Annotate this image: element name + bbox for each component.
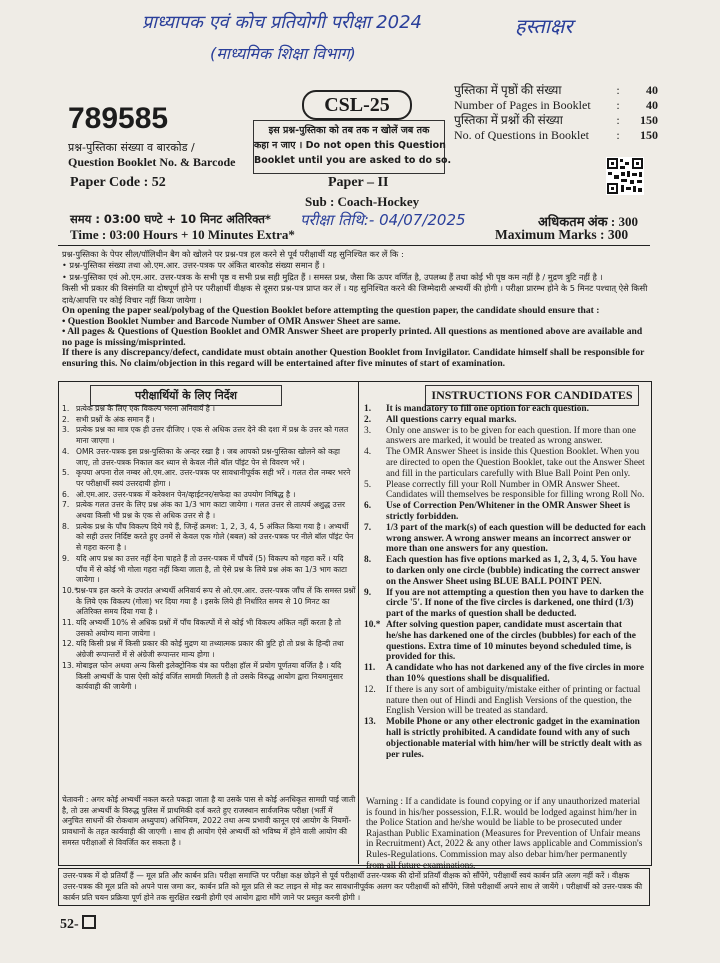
item-number: 4. [62, 446, 70, 456]
list-item [62, 490, 356, 501]
item-number: 2. [62, 414, 70, 424]
item-number: 9. [62, 553, 70, 563]
item-number: 10.* [62, 585, 78, 595]
hindi-instructions-title: परीक्षार्थियों के लिए निर्देश [90, 385, 282, 406]
intro-en-bullet-2: • All pages & Questions of Question Booklet and OMR Answer Sheet are properly printed. All questions as mentioned above are available and no page is missing/misprinted. [62, 326, 643, 348]
item-text: Use of Correction Pen/Whitener in the OMR Answer Sheet is strictly forbidden. [386, 501, 630, 522]
item-text: यदि अभ्यर्थी 10% से अधिक प्रश्नों में पाँच विकल्पों में से कोई भी विकल्प अंकित नहीं करता है तो उसको अयोग्य माना जायेगा । [76, 618, 341, 638]
handwritten-exam-title: प्राध्यापक एवं कोच प्रतियोगी परीक्षा 2024 [142, 12, 422, 33]
list-item [364, 588, 646, 620]
list-item [364, 663, 646, 685]
info-label: No. of Questions in Booklet [454, 128, 589, 142]
do-not-open-warning [253, 120, 452, 174]
info-row-questions-en: No. of Questions in Booklet : 150 [454, 128, 658, 142]
info-value: 150 [640, 128, 658, 142]
list-item [62, 661, 356, 693]
square-icon [82, 915, 96, 929]
intro-en-bullet-3: If there is any discrepancy/defect, candidate must obtain another Question Booklet from Invigilator. Candidate himself shall be responsible for ensuring this. No claim/objection in this regard will be entertained after five minutes of start of examination. [62, 347, 645, 369]
list-item [364, 480, 646, 502]
paper-number: Paper – II [328, 175, 389, 190]
item-text: यदि किसी प्रश्न में किसी प्रकार की कोई मुद्रण या तथ्यात्मक प्रकार की त्रुटि हो तो प्रश्न के हिन्दी तथा अंग्रेजी रूपान्तरों में से अंग्रेजी रूपान्तर मान्य होगा । [76, 639, 344, 660]
item-text: A candidate who has not darkened any of the five circles in more than 10% questions shall be disqualified. [386, 663, 644, 684]
handwritten-department: (माध्यमिक शिक्षा विभाग) [210, 44, 356, 63]
item-text: ओ.एम.आर. उत्तर-पत्रक में करेक्शन पेन/व्हाईटनर/सफेदा का उपयोग निषिद्ध है । [76, 489, 296, 499]
list-item [364, 717, 646, 760]
list-item [364, 426, 646, 448]
column-divider [358, 381, 359, 864]
subject: Sub : Coach-Hockey [305, 194, 420, 209]
list-item [62, 468, 356, 489]
page-code-text: 52- [60, 917, 79, 932]
list-item [364, 555, 646, 587]
info-value: 40 [646, 83, 658, 97]
list-item [364, 447, 646, 479]
item-number: 10.* [364, 619, 381, 630]
booklet-number: 789585 [68, 102, 169, 135]
item-number: 2. [364, 414, 372, 425]
info-label: पुस्तिका में पृष्ठों की संख्या [454, 83, 562, 97]
item-text: प्रत्येक प्रश्न का मात्र एक ही उत्तर दीजिए । एक से अधिक उत्तर देने की दशा में प्रश्न के उत्तर को गलत माना जाएगा । [76, 425, 349, 446]
hindi-instructions-list [62, 404, 356, 693]
item-number: 7. [364, 522, 372, 533]
time-hindi: समय : 03:00 घण्टे + 10 मिनट अतिरिक्त* [70, 212, 271, 226]
info-row-pages-hi: पुस्तिका में पृष्ठों की संख्या : 40 [454, 83, 658, 97]
item-text: सभी प्रश्नों के अंक समान हैं । [76, 414, 155, 424]
item-number: 11. [364, 663, 376, 674]
max-marks-english: Maximum Marks : 300 [495, 227, 629, 242]
item-text: If you are not attempting a question then you have to darken the circle '5'. If none of the five circles is darkened, one third (1/3) part of the marks of question shall be deducted. [386, 587, 644, 620]
english-instructions-list [364, 404, 646, 760]
list-item [62, 586, 356, 618]
item-text: After solving question paper, candidate must ascertain that he/she has darkened one of the circles (bubbles) for each of the questions. Extra time of 10 minutes beyond scheduled time, is provided for this. [386, 619, 636, 663]
list-item [62, 618, 356, 639]
list-item [62, 425, 356, 446]
page-code [60, 915, 96, 933]
list-item [62, 500, 356, 521]
item-number: 6. [62, 489, 70, 499]
item-number: 12. [62, 639, 75, 649]
item-text: 1/3 part of the mark(s) of each question will be deducted for each wrong answer. A wrong answer means an incorrect answer or more than one answers for any question. [386, 522, 646, 555]
item-text: प्रत्येक प्रश्न के लिए एक विकल्प भरना अनिवार्य है । [76, 404, 216, 413]
list-item [364, 404, 646, 415]
booklet-label-hindi: प्रश्न-पुस्तिका संख्या व बारकोड / [68, 141, 195, 154]
handwritten-exam-date: परीक्षा तिथि:- 04/07/2025 [300, 211, 466, 229]
item-text: It is mandatory to fill one option for each question. [386, 404, 589, 414]
item-text: Each question has five options marked as 1, 2, 3, 4, 5. You have to darken only one circle (bubble) indicating the correct answer on the Answer Sheet using BLUE BALL POINT PEN. [386, 555, 640, 587]
item-text: कृपया अपना रोल नम्बर ओ.एम.आर. उत्तर-पत्रक पर सावधानीपूर्वक सही भरें । गलत रोल नम्बर भरने पर परीक्षार्थी स्वयं उत्तरदायी होगा । [76, 468, 351, 488]
item-number: 1. [62, 404, 70, 413]
list-item [62, 554, 356, 586]
item-text: यदि आप प्रश्न का उत्तर नहीं देना चाहते हैं तो उत्तर-पत्रक में पाँचवें (5) विकल्प को गहरा करें । यदि पाँच में से कोई भी गोला गहरा नहीं किया जाता है, तो ऐसे प्रश्न के लिये प्रश्न अंक का 1/3 भाग काटा जायेगा । [76, 553, 347, 585]
english-instructions-title: INSTRUCTIONS FOR CANDIDATES [425, 385, 639, 406]
item-number: 4. [364, 447, 372, 458]
english-warning: Warning : If a candidate is found copying or if any unauthorized material is found in his/her possession, F.I.R. would be lodged against him/her in the Police Station and he/she would be liable to be prosecuted under Rajasthan Public Examination (Measures for Prevention of Unfair means in Recruitment) Act, 2022 & any other laws applicable and Commission's Rules-Regulations. Commission may also debar him/her permanently from all future examinations. [366, 797, 643, 871]
item-number: 5. [364, 479, 372, 490]
item-number: 3. [364, 425, 372, 436]
intro-hi-bullet-1: • प्रश्न-पुस्तिका संख्या तथा ओ.एम.आर. उत्तर-पत्रक पर अंकित बारकोड संख्या समान हैं । [62, 260, 325, 271]
warning-line-2: कहा न जाए । Do not open this Question [254, 140, 446, 151]
intro-hi-lead: प्रश्न-पुस्तिका के पेपर सील/पॉलिथीन बैग को खोलने पर प्रश्न-पत्र हल करने से पूर्व परीक्षार्थी यह सुनिश्चित कर लें कि : [62, 249, 404, 259]
item-text: प्रश्न-पत्र हल करने के उपरांत अभ्यर्थी अनिवार्य रूप से ओ.एम.आर. उत्तर-पत्रक जाँच लें कि समस्त प्रश्नों के लिये एक विकल्प (गोला) भर दिया गया है । इसके लिये ही निर्धारित समय से 10 मिनट का अतिरिक्त समय दिया गया है । [76, 585, 356, 617]
info-label: Number of Pages in Booklet [454, 98, 591, 112]
paper-code: Paper Code : 52 [70, 175, 166, 190]
info-row-pages-en: Number of Pages in Booklet : 40 [454, 98, 658, 112]
time-english: Time : 03:00 Hours + 10 Minutes Extra* [70, 227, 295, 242]
intro-en-bullet-1: • Question Booklet Number and Barcode Number of OMR Answer Sheet are same. [62, 315, 401, 327]
list-item [62, 639, 356, 660]
list-item [62, 415, 356, 426]
list-item [364, 523, 646, 555]
item-number: 6. [364, 501, 372, 512]
item-text: मोबाइल फोन अथवा अन्य किसी इलेक्ट्रोनिक यंत्र का परीक्षा हॉल में प्रयोग पूर्णतया वर्जित है । यदि किसी अभ्यर्थी के पास ऐसी कोई वर्जित सामग्री मिलती है तो उसके विरुद्ध आयोग द्वारा नियमानुसार कार्यवाही की जायेगी । [76, 660, 343, 692]
item-number: 5. [62, 468, 70, 478]
intro-hi-bullet-3: किसी भी प्रकार की विसंगति या दोषपूर्ण होने पर परीक्षार्थी वीक्षक से दूसरा प्रश्न-पत्र प्राप्त कर लें । यह सुनिश्चित करने की जिम्मेदारी अभ्यर्थी की होगी । परीक्षा प्रारम्भ होने के 5 मिनट पश्चात् ऐसे किसी दावे/आपत्ति पर कोई विचार नहीं किया जायेगा । [62, 283, 648, 305]
list-item [364, 415, 646, 426]
intro-en-lead: On opening the paper seal/polybag of the Question Booklet before attempting the question paper, the candidate should ensure that : [62, 305, 600, 317]
item-text: The OMR Answer Sheet is inside this Question Booklet. When you are directed to open the Question Booklet, take out the Answer Sheet and fill in the particulars carefully with Blue Ball Point Pen only. [386, 447, 645, 479]
item-text: प्रत्येक गलत उत्तर के लिए प्रश्न अंक का 1/3 भाग काटा जायेगा । गलत उत्तर से तात्पर्य अशुद्ध उत्तर अथवा किसी भी प्रश्न के एक से अधिक उत्तर से है । [76, 500, 346, 521]
info-label: पुस्तिका में प्रश्नों की संख्या [454, 113, 563, 127]
item-number: 8. [364, 555, 372, 566]
item-number: 8. [62, 521, 70, 531]
item-number: 11. [62, 618, 75, 628]
item-text: प्रत्येक प्रश्न के पाँच विकल्प दिये गये हैं, जिन्हें क्रमश: 1, 2, 3, 4, 5 अंकित किया गया है । अभ्यर्थी को सही उत्तर निर्दिष्ट करते हुए उनमें से केवल एक गोले (बबल) को उत्तर-पत्रक पर नीले बॉल पॉइंट पेन से गहरा करना है । [76, 521, 354, 553]
hindi-warning: चेतावनी : अगर कोई अभ्यर्थी नकल करते पकड़ा जाता है या उसके पास से कोई अनधिकृत सामग्री पाई जाती है, तो उस अभ्यर्थी के विरुद्ध पुलिस में प्राथमिकी दर्ज करते हुए राजस्थान सार्वजनिक परीक्षा (भर्ती में अनुचित साधनों की रोकथाम अध्युपाय) अधिनियम, 2022 तथा अन्य प्रभावी कानून एवं आयोग के नियमों-प्रावधानों के तहत कार्यवाही की जाएगी । साथ ही आयोग ऐसे अभ्यर्थी को भविष्य में होने वाली आयोग की समस्त परीक्षाओं से विवर्जित कर सकता है । [62, 795, 356, 847]
booklet-label-english: Question Booklet No. & Barcode [68, 155, 236, 169]
divider [58, 245, 650, 246]
handwritten-signature: हस्ताक्षर [515, 14, 573, 38]
intro-hi-bullet-2: • प्रश्न-पुस्तिका एवं ओ.एम.आर. उत्तर-पत्रक के सभी पृष्ठ व सभी प्रश्न सही मुद्रित हैं । समस्त प्रश्न, जैसा कि ऊपर वर्णित है, उपलब्ध हैं तथा कोई भी पृष्ठ कम नहीं है / मुद्रण त्रुटि नहीं है । [62, 271, 603, 282]
series-code-badge: CSL-25 [302, 90, 412, 120]
item-text: OMR उत्तर-पत्रक इस प्रश्न-पुस्तिका के अन्दर रखा है । जब आपको प्रश्न-पुस्तिका खोलने को कहा जाए, तो उत्तर-पत्रक निकाल कर ध्यान से केवल नीले बॉल पॉइंट पेन से विवरण भरें । [76, 446, 340, 467]
list-item [62, 404, 356, 415]
list-item [62, 447, 356, 468]
info-value: 40 [646, 98, 658, 112]
warning-line-1: इस प्रश्न-पुस्तिका को तब तक न खोलें जब तक [268, 125, 430, 136]
item-number: 12. [364, 684, 376, 695]
item-number: 13. [364, 717, 376, 728]
list-item [364, 501, 646, 523]
max-marks-hindi: अधिकतम अंक : 300 [538, 214, 638, 229]
item-number: 3. [62, 425, 70, 435]
item-number: 7. [62, 500, 70, 510]
item-number: 1. [364, 404, 372, 414]
item-text: Only one answer is to be given for each question. If more than one answers are marked, it would be treated as wrong answer. [386, 425, 636, 447]
qr-code-icon [606, 157, 644, 195]
item-text: If there is any sort of ambiguity/mistake either of printing or factual nature then out of Hindi and English Versions of the question, the English Version will be treated as standard. [386, 684, 641, 717]
list-item [62, 522, 356, 554]
list-item [364, 685, 646, 717]
opening-instructions [62, 249, 650, 370]
info-row-questions-hi: पुस्तिका में प्रश्नों की संख्या : 150 [454, 113, 658, 127]
info-value: 150 [640, 113, 658, 127]
warning-line-3: Booklet until you are asked to do so. [254, 155, 452, 166]
item-text: Mobile Phone or any other electronic gadget in the examination hall is strictly prohibited. A candidate found with any of such objectionable material with him/her will be strictly dealt with as per rules. [386, 717, 642, 760]
item-number: 13. [62, 660, 75, 670]
list-item [364, 620, 646, 663]
carbon-copy-note: उत्तर-पत्रक में दो प्रतियाँ हैं — मूल प्रति और कार्बन प्रति। परीक्षा समाप्ति पर परीक्षा कक्ष छोड़ने से पूर्व परीक्षार्थी उत्तर-पत्रक की दोनों प्रतियाँ वीक्षक को सौंपेंगे, परीक्षार्थी स्वयं कार्बन प्रति अलग नहीं करें । वीक्षक उत्तर-पत्रक की मूल प्रति को अपने पास जमा कर, कार्बन प्रति को मूल प्रति से कट लाइन से मोड़ कर सावधानीपूर्वक अलग कर परीक्षार्थी को सौंपेंगे, जिसे परीक्षार्थी अपने साथ ले जायेंगे । परीक्षार्थी को उत्तर-पत्रक की कार्बन प्रति चयन प्रक्रिया पूर्ण होने तक सुरक्षित रखनी होगी एवं आयोग द्वारा माँगे जाने पर प्रस्तुत करनी होगी । [58, 868, 650, 906]
booklet-info-table [454, 83, 658, 143]
item-text: All questions carry equal marks. [386, 414, 517, 425]
item-text: Please correctly fill your Roll Number in OMR Answer Sheet. Candidates will themselves be responsible for filling wrong Roll No. [386, 479, 645, 501]
item-number: 9. [364, 587, 372, 598]
